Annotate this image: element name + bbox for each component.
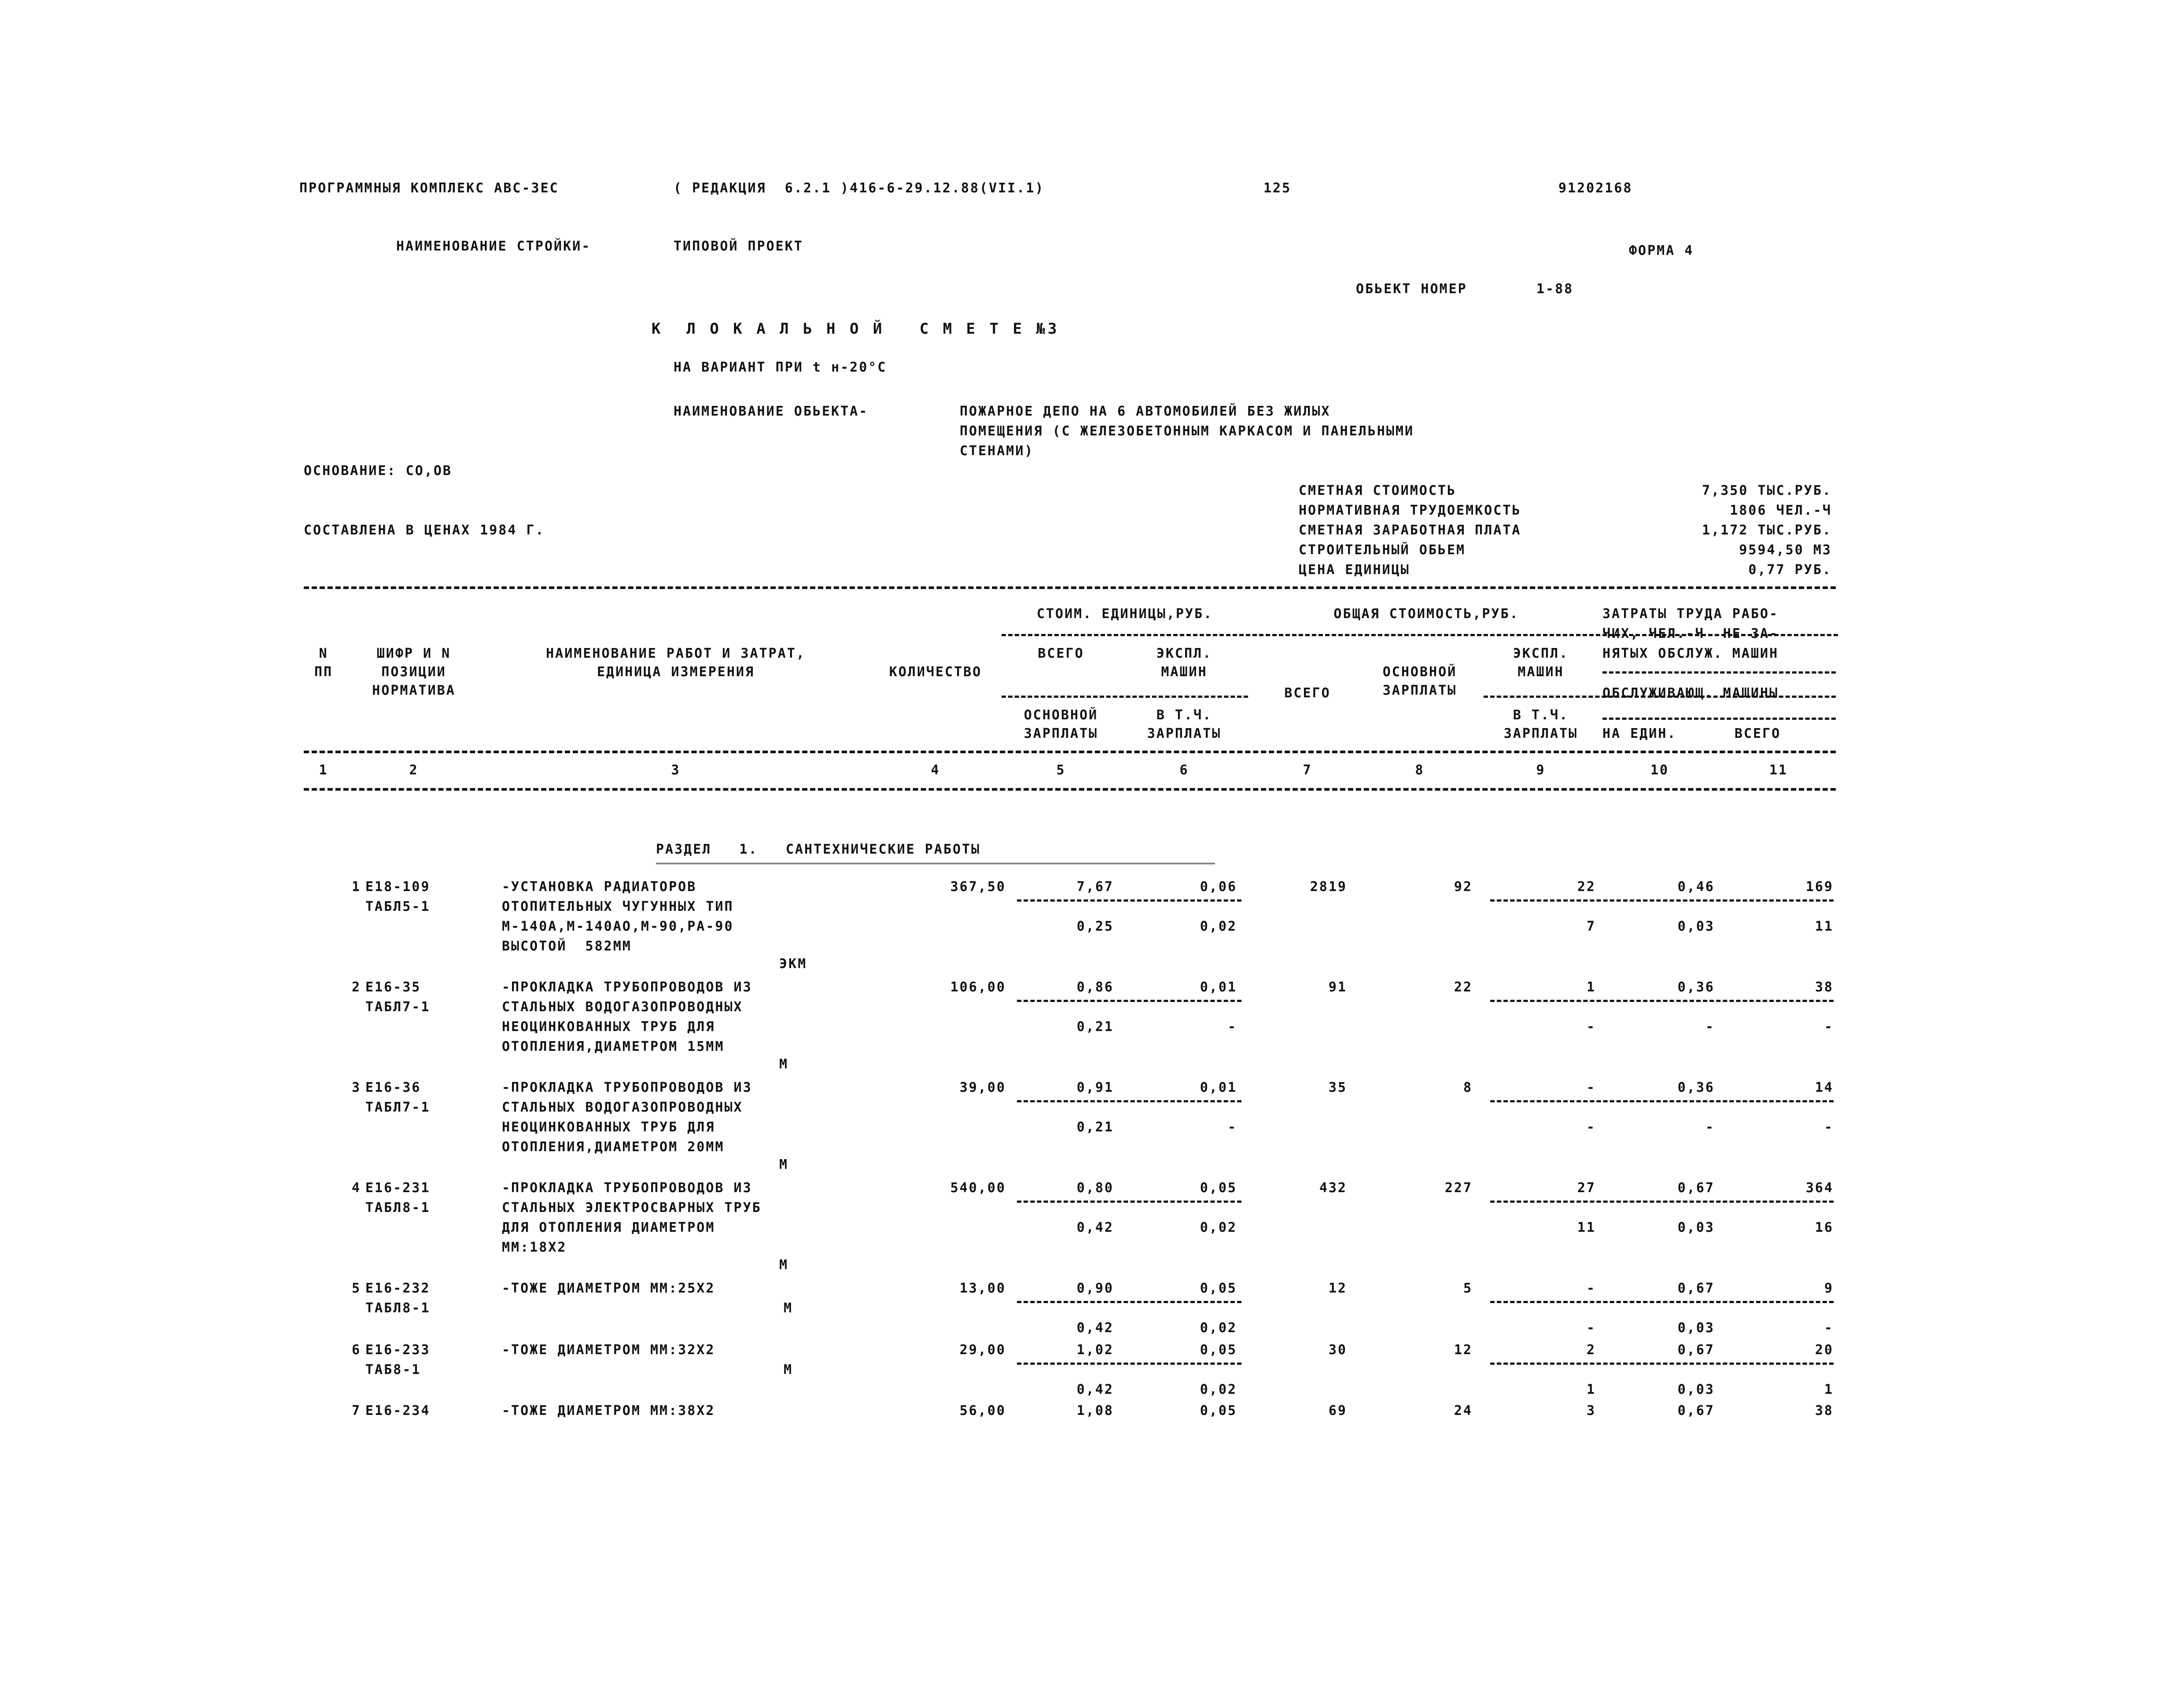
unit-cost-machines: 0,05 xyxy=(1200,1281,1237,1296)
edition: ( РЕДАКЦИЯ 6.2.1 )416-6-29.12.88(VII.1) xyxy=(674,180,1045,196)
total-basic-wages: 22 xyxy=(1454,980,1473,995)
labor-per-unit: 0,67 xyxy=(1677,1281,1715,1296)
unit-cost-total: 0,86 xyxy=(1076,980,1114,995)
labor-total: 364 xyxy=(1805,1180,1834,1196)
construction-value: ТИПОВОЙ ПРОЕКТ xyxy=(674,239,803,254)
col-unit-basic-label: ОСНОВНОЙ xyxy=(1024,707,1098,723)
row-description: НЕОЦИНКОВАННЫХ ТРУБ ДЛЯ xyxy=(502,1120,715,1135)
row-description: -ПРОКЛАДКА ТРУБОПРОВОДОВ ИЗ xyxy=(502,1080,752,1095)
header-rule xyxy=(1484,696,1836,698)
unit-cost-total-wages: 0,42 xyxy=(1076,1320,1114,1336)
total-machines: - xyxy=(1586,1080,1596,1095)
labor-per-unit: 0,67 xyxy=(1677,1342,1715,1358)
col-labor-label: НЯТЫХ ОБСЛУЖ. МАШИН xyxy=(1602,646,1779,661)
row-subtotal-rule xyxy=(1017,1301,1241,1303)
total-cost: 30 xyxy=(1328,1342,1347,1358)
row-subtotal-rule xyxy=(1490,1201,1834,1203)
total-cost: 2819 xyxy=(1310,879,1347,895)
row-code: ТАБЛ8-1 xyxy=(365,1200,431,1215)
row-description: ОТОПЛЕНИЯ,ДИАМЕТРОМ 20ММ xyxy=(502,1139,725,1155)
row-subtotal-rule xyxy=(1017,1363,1241,1365)
summary-value: 1,172 ТЫС.РУБ. xyxy=(1702,523,1832,538)
col-unit-basic-label: ЗАРПЛАТЫ xyxy=(1024,726,1098,741)
unit-cost-total: 0,91 xyxy=(1076,1080,1114,1095)
col-unit-incl-label: В Т.Ч. xyxy=(1156,707,1212,723)
row-description: СТАЛЬНЫХ ВОДОГАЗОПРОВОДНЫХ xyxy=(502,999,743,1015)
summary-label: ЦЕНА ЕДИНИЦЫ xyxy=(1299,562,1410,578)
summary-label: НОРМАТИВНАЯ ТРУДОЕМКОСТЬ xyxy=(1299,503,1521,518)
labor-per-unit: 0,46 xyxy=(1677,879,1715,895)
col-number: 11 xyxy=(1769,762,1788,778)
header-rule xyxy=(1602,671,1836,674)
row-description: ВЫСОТОЙ 582ММ xyxy=(502,939,632,954)
total-cost: 432 xyxy=(1319,1180,1347,1196)
col-qty-label: КОЛИЧЕСТВО xyxy=(889,664,982,680)
section-title: РАЗДЕЛ 1. САНТЕХНИЧЕСКИЕ РАБОТЫ xyxy=(656,842,981,857)
labor-total-wages: - xyxy=(1824,1120,1834,1135)
unit-cost-total: 1,02 xyxy=(1076,1342,1114,1358)
total-machines: - xyxy=(1586,1281,1596,1296)
unit-cost-total-wages: 0,42 xyxy=(1076,1220,1114,1235)
row-code: ТАБЛ8-1 xyxy=(365,1300,431,1316)
row-code: ТАБЛ7-1 xyxy=(365,1100,431,1115)
unit-cost-machines-wages: 0,02 xyxy=(1200,919,1237,934)
row-subtotal-rule xyxy=(1490,1000,1834,1002)
col-labor-label: ЗАТРАТЫ ТРУДА РАБО- xyxy=(1602,606,1779,622)
row-unit: М xyxy=(784,1362,793,1378)
row-description: ОТОПИТЕЛЬНЫХ ЧУГУННЫХ ТИП xyxy=(502,899,734,914)
row-quantity: 56,00 xyxy=(959,1403,1006,1418)
labor-per-unit-wages: 0,03 xyxy=(1677,1220,1715,1235)
row-subtotal-rule xyxy=(1017,1100,1241,1102)
labor-per-unit: 0,36 xyxy=(1677,1080,1715,1095)
total-machines: 27 xyxy=(1577,1180,1596,1196)
document-title: К Л О К А Л Ь Н О Й С М Е Т Е №3 xyxy=(652,320,1060,338)
row-unit: ЭКМ xyxy=(779,956,807,972)
row-description: -УСТАНОВКА РАДИАТОРОВ xyxy=(502,879,697,895)
unit-cost-machines: 0,05 xyxy=(1200,1342,1237,1358)
col-total-incl-label: В Т.Ч. xyxy=(1513,707,1569,723)
object-name-line: СТЕНАМИ) xyxy=(960,443,1034,459)
row-code: Е16-36 xyxy=(365,1080,421,1095)
total-machines: 3 xyxy=(1586,1403,1596,1418)
labor-per-unit-wages: - xyxy=(1705,1019,1715,1035)
col-unit-total-label: ВСЕГО xyxy=(1038,646,1084,661)
program-name: ПРОГРАММНЫЯ КОМПЛЕКС АВС-3ЕС xyxy=(299,180,559,196)
unit-cost-machines-wages: - xyxy=(1227,1120,1237,1135)
labor-total-wages: 11 xyxy=(1815,919,1834,934)
total-cost: 12 xyxy=(1328,1281,1347,1296)
labor-per-unit-wages: - xyxy=(1705,1120,1715,1135)
col-n-label: ПП xyxy=(314,664,333,680)
row-number: 7 xyxy=(351,1403,361,1418)
col-code-label: ШИФР И N xyxy=(376,646,451,661)
summary-value: 1806 ЧЕЛ.-Ч xyxy=(1730,503,1832,518)
unit-cost-total-wages: 0,21 xyxy=(1076,1120,1114,1135)
total-basic-wages: 8 xyxy=(1463,1080,1473,1095)
labor-total-wages: 1 xyxy=(1824,1382,1834,1397)
col-number: 4 xyxy=(931,762,940,778)
unit-cost-machines: 0,01 xyxy=(1200,1080,1237,1095)
col-labor-label: ЧИХ, ЧЕЛ.-Ч НЕ ЗА- xyxy=(1602,626,1779,641)
summary-value: 0,77 РУБ. xyxy=(1748,562,1832,578)
row-code: ТАБЛ7-1 xyxy=(365,999,431,1015)
object-name-line: ПОЖАРНОЕ ДЕПО НА 6 АВТОМОБИЛЕЙ БЕЗ ЖИЛЫХ xyxy=(960,404,1331,419)
total-cost: 35 xyxy=(1328,1080,1347,1095)
row-code: Е16-234 xyxy=(365,1403,431,1418)
object-value: 1-88 xyxy=(1536,281,1574,297)
row-quantity: 29,00 xyxy=(959,1342,1006,1358)
col-total-mach-label: МАШИН xyxy=(1517,664,1564,680)
unit-cost-total-wages: 0,42 xyxy=(1076,1382,1114,1397)
row-code: Е16-232 xyxy=(365,1281,431,1296)
row-quantity: 367,50 xyxy=(950,879,1006,895)
row-subtotal-rule xyxy=(1490,1363,1834,1365)
summary-label: СМЕТНАЯ ЗАРАБОТНАЯ ПЛАТА xyxy=(1299,523,1521,538)
variant: НА ВАРИАНТ ПРИ t н-20°С xyxy=(674,360,887,375)
row-description: -ТОЖЕ ДИАМЕТРОМ ММ:38Х2 xyxy=(502,1403,715,1418)
total-machines-wages: - xyxy=(1586,1320,1596,1336)
total-basic-wages: 24 xyxy=(1454,1403,1473,1418)
labor-total: 14 xyxy=(1815,1080,1834,1095)
summary-value: 7,350 ТЫС.РУБ. xyxy=(1702,483,1832,498)
labor-total: 20 xyxy=(1815,1342,1834,1358)
labor-total: 9 xyxy=(1824,1281,1834,1296)
col-n-label: N xyxy=(319,646,328,661)
row-unit: М xyxy=(779,1057,789,1072)
row-quantity: 106,00 xyxy=(950,980,1006,995)
unit-cost-total: 0,90 xyxy=(1076,1281,1114,1296)
row-description: НЕОЦИНКОВАННЫХ ТРУБ ДЛЯ xyxy=(502,1019,715,1035)
labor-per-unit-wages: 0,03 xyxy=(1677,1320,1715,1336)
row-subtotal-rule xyxy=(1490,1301,1834,1303)
col-total-basic-label: ЗАРПЛАТЫ xyxy=(1382,683,1457,698)
form-number: ФОРМА 4 xyxy=(1629,243,1694,258)
labor-total: 38 xyxy=(1815,980,1834,995)
row-subtotal-rule xyxy=(1017,899,1241,902)
col-total-incl-label: ЗАРПЛАТЫ xyxy=(1503,726,1578,741)
row-code: Е18-109 xyxy=(365,879,431,895)
total-machines-wages: 11 xyxy=(1577,1220,1596,1235)
col-unit-incl-label: ЗАРПЛАТЫ xyxy=(1147,726,1222,741)
row-subtotal-rule xyxy=(1490,1100,1834,1102)
total-basic-wages: 12 xyxy=(1454,1342,1473,1358)
col-labor-unit-label: НА ЕДИН. xyxy=(1602,726,1677,741)
labor-per-unit: 0,67 xyxy=(1677,1403,1715,1418)
labor-total-wages: - xyxy=(1824,1019,1834,1035)
unit-cost-machines: 0,06 xyxy=(1200,879,1237,895)
row-subtotal-rule xyxy=(1017,1201,1241,1203)
total-basic-wages: 92 xyxy=(1454,879,1473,895)
col-total-all-label: ВСЕГО xyxy=(1284,685,1331,701)
header-rule xyxy=(1602,718,1836,720)
total-machines-wages: 7 xyxy=(1586,919,1596,934)
labor-total-wages: - xyxy=(1824,1320,1834,1336)
total-machines-wages: 1 xyxy=(1586,1382,1596,1397)
unit-cost-machines-wages: 0,02 xyxy=(1200,1382,1237,1397)
row-number: 2 xyxy=(351,980,361,995)
unit-cost-total: 1,08 xyxy=(1076,1403,1114,1418)
col-number: 7 xyxy=(1303,762,1312,778)
row-quantity: 39,00 xyxy=(959,1080,1006,1095)
summary-value: 9594,50 М3 xyxy=(1739,542,1832,558)
total-cost: 91 xyxy=(1328,980,1347,995)
labor-per-unit-wages: 0,03 xyxy=(1677,919,1715,934)
col-number: 10 xyxy=(1650,762,1669,778)
document-code: 91202168 xyxy=(1558,180,1633,196)
price-base: СОСТАВЛЕНА В ЦЕНАХ 1984 Г. xyxy=(304,523,545,538)
row-code: Е16-233 xyxy=(365,1342,431,1358)
total-machines: 22 xyxy=(1577,879,1596,895)
total-cost: 69 xyxy=(1328,1403,1347,1418)
row-quantity: 540,00 xyxy=(950,1180,1006,1196)
total-basic-wages: 227 xyxy=(1444,1180,1473,1196)
labor-per-unit: 0,36 xyxy=(1677,980,1715,995)
row-description: -ТОЖЕ ДИАМЕТРОМ ММ:32Х2 xyxy=(502,1342,715,1358)
total-machines-wages: - xyxy=(1586,1019,1596,1035)
row-description: -ПРОКЛАДКА ТРУБОПРОВОДОВ ИЗ xyxy=(502,980,752,995)
row-code: ТАБЛ5-1 xyxy=(365,899,431,914)
unit-cost-machines: 0,05 xyxy=(1200,1180,1237,1196)
unit-cost-machines-wages: 0,02 xyxy=(1200,1220,1237,1235)
col-total-basic-label: ОСНОВНОЙ xyxy=(1382,664,1457,680)
col-name-label: ЕДИНИЦА ИЗМЕРЕНИЯ xyxy=(597,664,755,680)
unit-cost-machines: 0,01 xyxy=(1200,980,1237,995)
col-labor-total-label: ВСЕГО xyxy=(1735,726,1781,741)
row-description: -ПРОКЛАДКА ТРУБОПРОВОДОВ ИЗ xyxy=(502,1180,752,1196)
unit-cost-total-wages: 0,21 xyxy=(1076,1019,1114,1035)
row-subtotal-rule xyxy=(1490,899,1834,902)
labor-total: 169 xyxy=(1805,879,1834,895)
labor-total-wages: 16 xyxy=(1815,1220,1834,1235)
col-number: 9 xyxy=(1536,762,1546,778)
col-code-label: ПОЗИЦИИ xyxy=(381,664,446,680)
unit-cost-total-wages: 0,25 xyxy=(1076,919,1114,934)
col-number: 3 xyxy=(671,762,681,778)
col-unit-mach-label: ЭКСПЛ. xyxy=(1156,646,1212,661)
row-description: СТАЛЬНЫХ ВОДОГАЗОПРОВОДНЫХ xyxy=(502,1100,743,1115)
row-code: ТАБ8-1 xyxy=(365,1362,421,1378)
header-rule xyxy=(1002,634,1838,636)
col-number: 6 xyxy=(1179,762,1189,778)
row-unit: М xyxy=(784,1300,793,1316)
total-machines: 1 xyxy=(1586,980,1596,995)
row-description: ОТОПЛЕНИЯ,ДИАМЕТРОМ 15ММ xyxy=(502,1039,725,1054)
numbers-rule xyxy=(304,788,1836,791)
labor-per-unit-wages: 0,03 xyxy=(1677,1382,1715,1397)
unit-cost-machines-wages: 0,02 xyxy=(1200,1320,1237,1336)
row-number: 5 xyxy=(351,1281,361,1296)
row-description: М-140А,М-140АО,М-90,РА-90 xyxy=(502,919,734,934)
row-description: ДЛЯ ОТОПЛЕНИЯ ДИАМЕТРОМ xyxy=(502,1220,715,1235)
labor-total: 38 xyxy=(1815,1403,1834,1418)
col-total-mach-label: ЭКСПЛ. xyxy=(1513,646,1569,661)
row-description: СТАЛЬНЫХ ЭЛЕКТРОСВАРНЫХ ТРУБ xyxy=(502,1200,762,1215)
col-unit-mach-label: МАШИН xyxy=(1161,664,1208,680)
col-number: 2 xyxy=(409,762,419,778)
col-number: 8 xyxy=(1415,762,1425,778)
total-machines-wages: - xyxy=(1586,1120,1596,1135)
basis: ОСНОВАНИЕ: СО,ОВ xyxy=(304,463,452,479)
object-name-line: ПОМЕЩЕНИЯ (С ЖЕЛЕЗОБЕТОННЫМ КАРКАСОМ И ПАНЕЛЬНЫМИ xyxy=(960,424,1414,439)
row-number: 4 xyxy=(351,1180,361,1196)
row-description: -ТОЖЕ ДИАМЕТРОМ ММ:25Х2 xyxy=(502,1281,715,1296)
unit-cost-machines-wages: - xyxy=(1227,1019,1237,1035)
row-unit: М xyxy=(779,1157,789,1172)
labor-per-unit: 0,67 xyxy=(1677,1180,1715,1196)
col-number: 5 xyxy=(1056,762,1066,778)
total-machines: 2 xyxy=(1586,1342,1596,1358)
object-name-label: НАИМЕНОВАНИЕ ОБЬЕКТА- xyxy=(674,404,869,419)
summary-label: СТРОИТЕЛЬНЫЙ ОБЬЕМ xyxy=(1299,542,1466,558)
page-number: 125 xyxy=(1263,180,1292,196)
header-rule-top xyxy=(304,586,1836,589)
total-basic-wages: 5 xyxy=(1463,1281,1473,1296)
col-labor-serv-label: ОБСЛУЖИВАЮЩ. МАШИНЫ xyxy=(1602,685,1779,701)
row-description: ММ:18Х2 xyxy=(502,1240,567,1255)
col-unit-cost-label: СТОИМ. ЕДИНИЦЫ,РУБ. xyxy=(1036,606,1213,622)
object-label: ОБЬЕКТ НОМЕР xyxy=(1356,281,1467,297)
row-code: Е16-35 xyxy=(365,980,421,995)
section-underline xyxy=(656,863,1215,864)
unit-cost-machines: 0,05 xyxy=(1200,1403,1237,1418)
row-subtotal-rule xyxy=(1017,1000,1241,1002)
row-number: 1 xyxy=(351,879,361,895)
col-code-label: НОРМАТИВА xyxy=(372,683,456,698)
summary-label: СМЕТНАЯ СТОИМОСТЬ xyxy=(1299,483,1457,498)
col-name-label: НАИМЕНОВАНИЕ РАБОТ И ЗАТРАТ, xyxy=(546,646,806,661)
row-number: 6 xyxy=(351,1342,361,1358)
col-total-cost-label: ОБЩАЯ СТОИМОСТЬ,РУБ. xyxy=(1333,606,1519,622)
unit-cost-total: 0,80 xyxy=(1076,1180,1114,1196)
row-number: 3 xyxy=(351,1080,361,1095)
row-quantity: 13,00 xyxy=(959,1281,1006,1296)
header-rule xyxy=(1002,696,1248,698)
unit-cost-total: 7,67 xyxy=(1076,879,1114,895)
header-rule-bottom xyxy=(304,751,1836,753)
row-code: Е16-231 xyxy=(365,1180,431,1196)
construction-label: НАИМЕНОВАНИЕ СТРОЙКИ- xyxy=(396,239,591,254)
row-unit: М xyxy=(779,1257,789,1273)
col-number: 1 xyxy=(319,762,328,778)
